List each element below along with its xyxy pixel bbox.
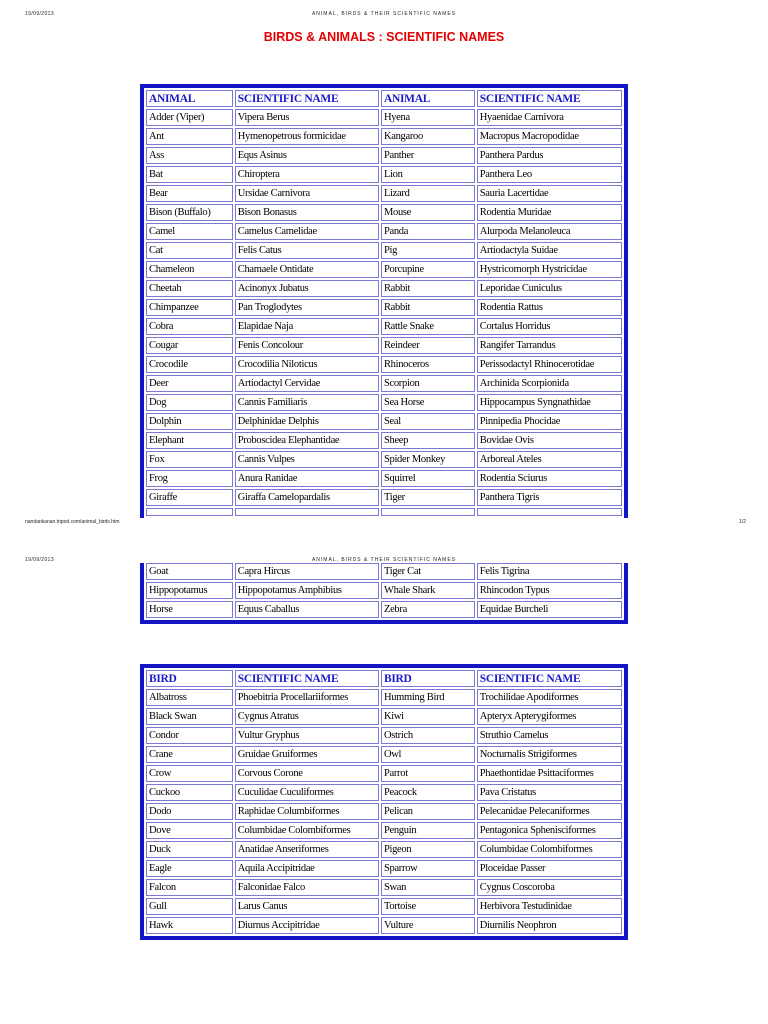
table-cell: Humming Bird xyxy=(381,689,475,706)
table-cell: Swan xyxy=(381,879,475,896)
table-cell: Deer xyxy=(146,375,233,392)
table-cell: Falconidae Falco xyxy=(235,879,379,896)
table-cell: Whale Shark xyxy=(381,582,475,599)
table-cell: Artiodactyla Suidae xyxy=(477,242,622,259)
table-cell: Dolphin xyxy=(146,413,233,430)
table-row xyxy=(146,746,622,763)
table-cell: Rangifer Tarrandus xyxy=(477,337,622,354)
table-cell: Giraffe xyxy=(146,489,233,506)
animals-table-page2-wrap xyxy=(140,563,628,633)
table-cell: Gull xyxy=(146,898,233,915)
table-row xyxy=(146,708,622,725)
table-cell: Delphinidae Delphis xyxy=(235,413,379,430)
table-cell: Condor xyxy=(146,727,233,744)
table-cell: Phoebitria Procellariiformes xyxy=(235,689,379,706)
table-header-row xyxy=(146,670,622,687)
table-row xyxy=(146,822,622,839)
table-cell: Pelican xyxy=(381,803,475,820)
table-cell: Squirrel xyxy=(381,470,475,487)
table-cell: Panther xyxy=(381,147,475,164)
table-cell: Hippocampus Syngnathidae xyxy=(477,394,622,411)
table-cell: Cygnus Atratus xyxy=(235,708,379,725)
page-footer xyxy=(0,519,768,529)
table-cell: Herbivora Testudinidae xyxy=(477,898,622,915)
table-cell-empty xyxy=(477,508,622,516)
footer-page-number: 1/2 xyxy=(739,519,746,525)
table-cell: Chameleon xyxy=(146,261,233,278)
table-cell: Parrot xyxy=(381,765,475,782)
table-row xyxy=(146,356,622,373)
table-cell: Camelus Camelidae xyxy=(235,223,379,240)
table-cell: Bovidae Ovis xyxy=(477,432,622,449)
table-cell: Cougar xyxy=(146,337,233,354)
table-cell: Perissodactyl Rhinocerotidae xyxy=(477,356,622,373)
column-header: BIRD xyxy=(146,670,233,687)
table-cell: Sea Horse xyxy=(381,394,475,411)
table-row xyxy=(146,261,622,278)
table-cell: Corvous Corone xyxy=(235,765,379,782)
column-header: SCIENTIFIC NAME xyxy=(477,670,622,687)
animals-table-continued xyxy=(140,563,628,624)
table-row xyxy=(146,689,622,706)
table-cell: Gruidae Gruiformes xyxy=(235,746,379,763)
table-cell: Penguin xyxy=(381,822,475,839)
table-cell: Black Swan xyxy=(146,708,233,725)
table-cell: Vipera Berus xyxy=(235,109,379,126)
animals-table-page1-wrap xyxy=(140,84,628,518)
table-cell: Adder (Viper) xyxy=(146,109,233,126)
table-cell: Pinnipedia Phocidae xyxy=(477,413,622,430)
table-row xyxy=(146,765,622,782)
table-row xyxy=(146,841,622,858)
table-cell: Ass xyxy=(146,147,233,164)
table-cell: Hyena xyxy=(381,109,475,126)
table-cell: Duck xyxy=(146,841,233,858)
footer-url[interactable]: nandankanan.tripod.com/animal_birds.htm xyxy=(25,519,120,525)
table-cell: Tortoise xyxy=(381,898,475,915)
column-header: ANIMAL xyxy=(146,90,233,107)
table-cell: Seal xyxy=(381,413,475,430)
table-row xyxy=(146,185,622,202)
table-cell-empty xyxy=(381,508,475,516)
table-cell: Diurnus Accipitridae xyxy=(235,917,379,934)
header-title-2: ANIMAL, BIRDS & THEIR SCIENTIFIC NAMES xyxy=(311,557,457,563)
table-cell: Artiodactyl Cervidae xyxy=(235,375,379,392)
table-cell: Hippopotamus Amphibius xyxy=(235,582,379,599)
table-cell: Spider Monkey xyxy=(381,451,475,468)
table-cell: Acinonyx Jubatus xyxy=(235,280,379,297)
table-cell: Capra Hircus xyxy=(235,563,379,580)
table-row xyxy=(146,166,622,183)
table-cell: Cat xyxy=(146,242,233,259)
table-cell: Hymenopetrous formicidae xyxy=(235,128,379,145)
page-title: BIRDS & ANIMALS : SCIENTIFIC NAMES xyxy=(263,30,505,44)
table-row xyxy=(146,470,622,487)
table-cell: Scorpion xyxy=(381,375,475,392)
table-cell: Chamaele Ontidate xyxy=(235,261,379,278)
table-cell: Pigeon xyxy=(381,841,475,858)
table-cell: Equs Asinus xyxy=(235,147,379,164)
table-cell: Cheetah xyxy=(146,280,233,297)
table-cell: Panthera Pardus xyxy=(477,147,622,164)
header-date-2: 19/09/2013 xyxy=(25,557,55,563)
table-cell: Owl xyxy=(381,746,475,763)
table-cell: Bear xyxy=(146,185,233,202)
table-cell: Chiroptera xyxy=(235,166,379,183)
table-row xyxy=(146,413,622,430)
table-cell: Diurnilis Neophron xyxy=(477,917,622,934)
table-cell: Rabbit xyxy=(381,299,475,316)
table-row xyxy=(146,563,622,580)
table-cell: Frog xyxy=(146,470,233,487)
table-cell: Pava Cristatus xyxy=(477,784,622,801)
table-cell: Pelecanidae Pelecaniformes xyxy=(477,803,622,820)
header-title: ANIMAL, BIRDS & THEIR SCIENTIFIC NAMES xyxy=(311,11,457,17)
table-cell: Giraffa Camelopardalis xyxy=(235,489,379,506)
table-cell: Elapidae Naja xyxy=(235,318,379,335)
column-header: SCIENTIFIC NAME xyxy=(235,670,379,687)
table-cell: Equidae Burcheli xyxy=(477,601,622,618)
table-row xyxy=(146,879,622,896)
table-cell: Bison Bonasus xyxy=(235,204,379,221)
table-cell: Dove xyxy=(146,822,233,839)
table-cell: Rhincodon Typus xyxy=(477,582,622,599)
table-header-row xyxy=(146,90,622,107)
table-cell: Crow xyxy=(146,765,233,782)
table-cell: Vultur Gryphus xyxy=(235,727,379,744)
birds-table xyxy=(140,664,628,940)
birds-table-wrap xyxy=(140,664,628,944)
table-cell: Felis Tigrina xyxy=(477,563,622,580)
table-cell: Tiger Cat xyxy=(381,563,475,580)
table-row xyxy=(146,898,622,915)
table-cell: Nocturnalis Strigiformes xyxy=(477,746,622,763)
table-cell: Phaethontidae Psittaciformes xyxy=(477,765,622,782)
table-cell: Albatross xyxy=(146,689,233,706)
table-cell: Anura Ranidae xyxy=(235,470,379,487)
table-cell: Sauria Lacertidae xyxy=(477,185,622,202)
table-row xyxy=(146,299,622,316)
table-cell: Cortalus Horridus xyxy=(477,318,622,335)
table-cell: Ploceidae Passer xyxy=(477,860,622,877)
table-cell: Mouse xyxy=(381,204,475,221)
table-cell: Vulture xyxy=(381,917,475,934)
table-cell: Cuculidae Cuculiformes xyxy=(235,784,379,801)
table-cell: Bat xyxy=(146,166,233,183)
table-cell: Lion xyxy=(381,166,475,183)
table-cell: Ursidae Carnivora xyxy=(235,185,379,202)
table-cell: Rodentia Sciurus xyxy=(477,470,622,487)
table-cell: Panthera Tigris xyxy=(477,489,622,506)
table-cell: Apteryx Apterygiformes xyxy=(477,708,622,725)
table-cell: Dodo xyxy=(146,803,233,820)
table-cell: Reindeer xyxy=(381,337,475,354)
table-cell: Larus Canus xyxy=(235,898,379,915)
table-row xyxy=(146,337,622,354)
table-cell: Hyaenidae Carnivora xyxy=(477,109,622,126)
table-cell: Hawk xyxy=(146,917,233,934)
table-row xyxy=(146,803,622,820)
table-row xyxy=(146,727,622,744)
table-row xyxy=(146,109,622,126)
table-cell: Fenis Concolour xyxy=(235,337,379,354)
table-cell: Camel xyxy=(146,223,233,240)
table-cell: Zebra xyxy=(381,601,475,618)
table-row xyxy=(146,432,622,449)
table-cell: Hippopotamus xyxy=(146,582,233,599)
table-row xyxy=(146,242,622,259)
table-row xyxy=(146,784,622,801)
table-cell: Equus Caballus xyxy=(235,601,379,618)
column-header: ANIMAL xyxy=(381,90,475,107)
table-cell: Panthera Leo xyxy=(477,166,622,183)
table-row xyxy=(146,582,622,599)
table-cell: Horse xyxy=(146,601,233,618)
table-row xyxy=(146,280,622,297)
table-cell: Cannis Familiaris xyxy=(235,394,379,411)
table-cell: Columbidae Colombiformes xyxy=(477,841,622,858)
table-cell: Rabbit xyxy=(381,280,475,297)
table-cell: Falcon xyxy=(146,879,233,896)
table-cell: Crocodilia Niloticus xyxy=(235,356,379,373)
table-cell: Raphidae Columbiformes xyxy=(235,803,379,820)
table-cell: Trochilidae Apodiformes xyxy=(477,689,622,706)
table-cell: Hystricomorph Hystricidae xyxy=(477,261,622,278)
table-row xyxy=(146,601,622,618)
table-row-empty xyxy=(146,508,622,516)
table-cell: Goat xyxy=(146,563,233,580)
column-header: SCIENTIFIC NAME xyxy=(477,90,622,107)
table-cell: Chimpanzee xyxy=(146,299,233,316)
table-cell: Sheep xyxy=(381,432,475,449)
table-cell: Rodentia Rattus xyxy=(477,299,622,316)
table-cell: Lizard xyxy=(381,185,475,202)
table-row xyxy=(146,860,622,877)
table-cell: Cannis Vulpes xyxy=(235,451,379,468)
table-cell: Bison (Buffalo) xyxy=(146,204,233,221)
table-cell: Eagle xyxy=(146,860,233,877)
table-cell: Rattle Snake xyxy=(381,318,475,335)
table-cell: Peacock xyxy=(381,784,475,801)
table-row xyxy=(146,375,622,392)
table-cell: Arboreal Ateles xyxy=(477,451,622,468)
table-row xyxy=(146,223,622,240)
table-cell: Anatidae Anseriformes xyxy=(235,841,379,858)
column-header: BIRD xyxy=(381,670,475,687)
table-row xyxy=(146,917,622,934)
table-cell: Macropus Macropodidae xyxy=(477,128,622,145)
table-cell: Felis Catus xyxy=(235,242,379,259)
table-cell: Fox xyxy=(146,451,233,468)
table-cell: Pan Troglodytes xyxy=(235,299,379,316)
table-cell: Rhinoceros xyxy=(381,356,475,373)
table-row xyxy=(146,318,622,335)
table-cell: Kiwi xyxy=(381,708,475,725)
table-cell: Pig xyxy=(381,242,475,259)
table-cell: Rodentia Muridae xyxy=(477,204,622,221)
table-cell: Sparrow xyxy=(381,860,475,877)
table-cell: Panda xyxy=(381,223,475,240)
page-header xyxy=(0,11,768,23)
table-cell: Crocodile xyxy=(146,356,233,373)
table-row xyxy=(146,147,622,164)
table-cell: Crane xyxy=(146,746,233,763)
table-cell: Proboscidea Elephantidae xyxy=(235,432,379,449)
table-cell: Porcupine xyxy=(381,261,475,278)
table-cell: Cobra xyxy=(146,318,233,335)
table-cell-empty xyxy=(235,508,379,516)
table-cell: Leporidae Cuniculus xyxy=(477,280,622,297)
table-row xyxy=(146,394,622,411)
table-cell: Columbidae Colombiformes xyxy=(235,822,379,839)
table-cell: Aquila Accipitridae xyxy=(235,860,379,877)
table-cell: Pentagonica Sphenisciformes xyxy=(477,822,622,839)
table-cell: Tiger xyxy=(381,489,475,506)
header-date: 19/09/2013 xyxy=(25,11,55,17)
table-cell: Ostrich xyxy=(381,727,475,744)
table-cell: Alurpoda Melanoleuca xyxy=(477,223,622,240)
column-header: SCIENTIFIC NAME xyxy=(235,90,379,107)
table-cell: Archinida Scorpionida xyxy=(477,375,622,392)
table-row xyxy=(146,489,622,506)
table-cell: Kangaroo xyxy=(381,128,475,145)
table-row xyxy=(146,128,622,145)
table-cell: Cuckoo xyxy=(146,784,233,801)
table-cell-empty xyxy=(146,508,233,516)
animals-table xyxy=(140,84,628,518)
table-row xyxy=(146,204,622,221)
table-cell: Dog xyxy=(146,394,233,411)
table-cell: Cygnus Coscoroba xyxy=(477,879,622,896)
table-cell: Ant xyxy=(146,128,233,145)
table-row xyxy=(146,451,622,468)
table-cell: Struthio Camelus xyxy=(477,727,622,744)
table-cell: Elephant xyxy=(146,432,233,449)
